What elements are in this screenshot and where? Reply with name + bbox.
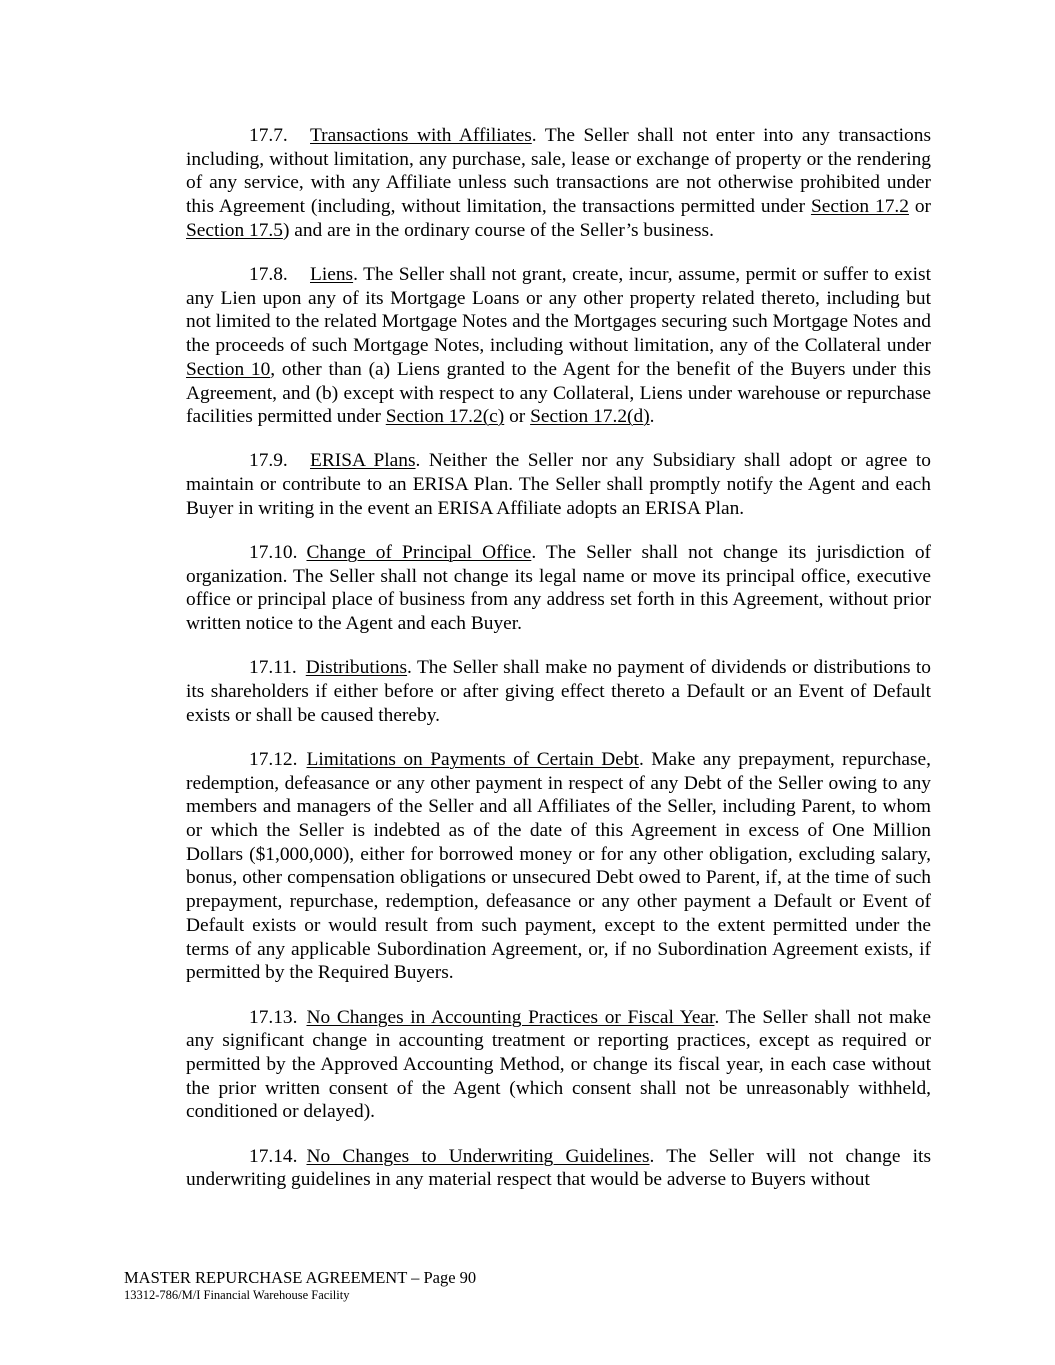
section-paragraph: [186, 263, 931, 429]
document-body: [186, 124, 931, 1212]
footer-document-id: 13312-786/M/I Financial Warehouse Facility: [124, 1288, 350, 1302]
section-number: 17.14.: [249, 1145, 298, 1167]
section-number: 17.12.: [249, 748, 298, 770]
section-paragraph: [186, 449, 931, 520]
section-text: . The Seller shall not change its jurisdiction of organization. The Seller shall not change its legal name or move its principal office, executive office or principal place of business from any address set forth in this Agreement, without prior written notice to the Agent and each Buyer.: [186, 542, 931, 635]
section-text: . The Seller shall not enter into any transactions including, without limitation, any purchase, sale, lease or exchange of property or the rendering of any service, with any Affiliate unless such transactions are not otherwise prohibited under this Agreement (including, without limitation, the transactions permitted under: [186, 125, 931, 218]
section-paragraph: [186, 748, 931, 985]
section-text: . The Seller shall not make any significant change in accounting treatment or reporting practices, except as required or permitted by the Approved Accounting Method, or change its fiscal year, in each case without the prior written consent of the Agent (which consent shall not be unreasonably withheld, conditioned or delayed).: [186, 1006, 931, 1123]
section-text: . The Seller will not change its underwriting guidelines in any material respect that would be adverse to Buyers without: [186, 1145, 931, 1191]
section-text: , other than (a) Liens granted to the Agent for the benefit of the Buyers under this Agreement, and (b) except with respect to any Collateral, Liens under warehouse or repurchase facilities permitted under: [186, 358, 932, 428]
section-number: 17.9.: [249, 450, 288, 472]
section-heading: No Changes to Underwriting Guidelines: [306, 1145, 650, 1167]
section-number: 17.10.: [249, 542, 298, 564]
section-text: or: [504, 406, 531, 428]
section-heading: ERISA Plans: [310, 450, 416, 472]
section-heading: No Changes in Accounting Practices or Fiscal Year: [306, 1006, 715, 1028]
section-text: . The Seller shall make no payment of dividends or distributions to its shareholders if either before or after giving effect thereto a Default or an Event of Default exists or shall be caused thereby.: [186, 657, 931, 726]
section-heading: Limitations on Payments of Certain Debt: [306, 748, 639, 770]
section-cross-reference: Section 17.2(d): [530, 406, 650, 428]
section-number: 17.7.: [249, 125, 288, 146]
section-heading: Liens: [310, 264, 354, 286]
section-text: .: [649, 406, 655, 428]
section-text: or: [908, 196, 931, 218]
section-paragraph: [186, 124, 931, 243]
section-paragraph: [186, 656, 931, 727]
section-number: 17.13.: [249, 1006, 298, 1028]
section-paragraph: [186, 541, 931, 636]
footer-title: MASTER REPURCHASE AGREEMENT – Page 90: [124, 1268, 477, 1287]
section-heading: Change of Principal Office: [306, 542, 532, 564]
section-number: 17.8.: [249, 264, 288, 286]
section-heading: Transactions with Affiliates: [310, 125, 532, 146]
section-text: . The Seller shall not grant, create, incur, assume, permit or suffer to exist any Lien upon any of its Mortgage Loans or any other property related thereto, including but not limited to the related Mortgage Notes and the Mortgages securing such Mortgage Notes and the proceeds of such Mortgage Notes, including without limitation, any of the Collateral under: [186, 264, 931, 357]
page-footer: [124, 1268, 476, 1303]
section-cross-reference: Section 17.2: [810, 196, 909, 218]
section-cross-reference: Section 17.5: [186, 219, 283, 241]
section-paragraph: [186, 1006, 931, 1125]
section-cross-reference: Section 10: [186, 358, 271, 380]
section-number: 17.11.: [249, 657, 297, 679]
section-heading: Distributions: [305, 657, 408, 679]
section-text: . Neither the Seller nor any Subsidiary shall adopt or agree to maintain or contribute to an ERISA Plan. The Seller shall promptly notify the Agent and each Buyer in writing in the event an ERISA Affiliate adopts an ERISA Plan.: [186, 450, 931, 519]
section-text: ) and are in the ordinary course of the Seller’s business.: [282, 219, 714, 241]
section-text: . Make any prepayment, repurchase, redemption, defeasance or any other payment in respect of any Debt of the Seller owing to any members and managers of the Seller and all Affiliates of the Seller, including Parent, to whom or which the Seller is indebted as of the date of this Agreement in excess of One Million Dollars ($1,000,000), either for borrowed money or for any other obligation, excluding salary, bonus, other compensation obligations or unsecured Debt owed to Parent, if, at the time of such prepayment, repurchase, redemption, defeasance or any other payment a Default or Event of Default exists or would result from such payment, except to the extent permitted under the terms of any applicable Subordination Agreement, or, if no Subordination Agreement exists, if permitted by the Required Buyers.: [186, 748, 931, 984]
section-paragraph: [186, 1145, 931, 1192]
section-cross-reference: Section 17.2(c): [385, 406, 505, 428]
